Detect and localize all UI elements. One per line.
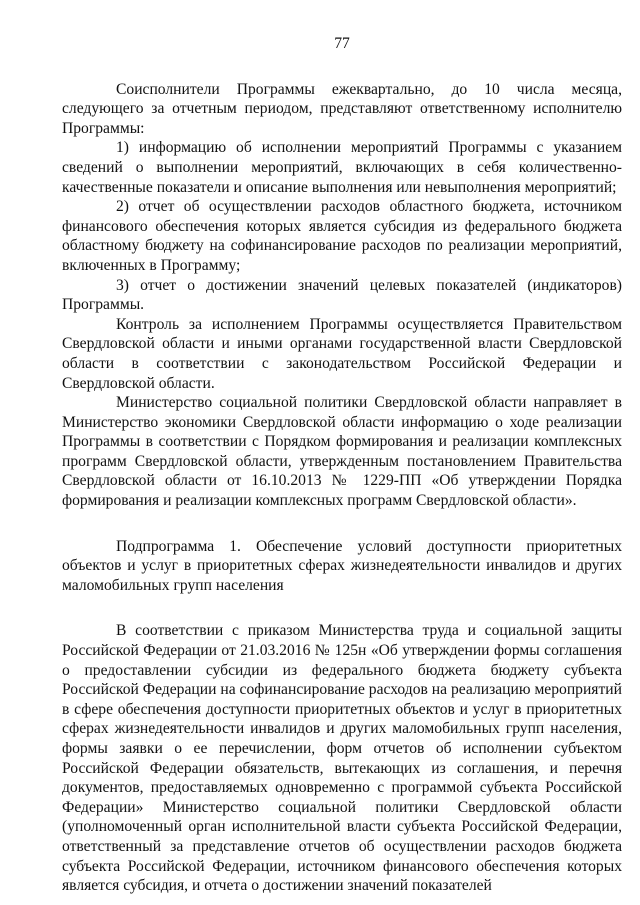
paragraph-control: Контроль за исполнением Программы осуществляется Правительством Свердловской области и иными органами государственной власти Свердловской области в соответствии с законодательством Российской Федерации и Свердловской области.	[62, 315, 622, 392]
list-item-1-information: 1) информацию об исполнении мероприятий Программы с указанием сведений о выполнении мероприятий, включающих в себя количественно-качественные показатели и описание выполнения или невыполнения мероприятий;	[62, 139, 622, 196]
document-page	[62, 34, 622, 896]
paragraph-coexecutors: Соисполнители Программы ежеквартально, до 10 числа месяца, следующего за отчетным периодом, представляют ответственному исполнителю Программы:	[62, 80, 622, 137]
subprogram-heading: Подпрограмма 1. Обеспечение условий доступности приоритетных объектов и услуг в приоритетных сферах жизнедеятельности инвалидов и других маломобильных групп населения	[62, 537, 622, 594]
paragraph-order-reference: В соответствии с приказом Министерства труда и социальной защиты Российской Федерации от 21.03.2016 № 125н «Об утверждении формы соглашения о предоставлении субсидии из федерального бюджета бюджету субъекта Российской Федерации на софинансирование расходов на реализацию мероприятий в сфере обеспечения доступности приоритетных объектов и услуг в приоритетных сферах жизнедеятельности инвалидов и других маломобильных групп населения, формы заявки о ее перечислении, форм отчетов об исполнении субъектом Российской Федерации обязательств, вытекающих из соглашения, и перечня документов, предоставляемых одновременно с программой субъекта Российской Федерации» Министерство социальной политики Свердловской области (уполномоченный орган исполнительной власти субъекта Российской Федерации, ответственный за представление отчетов об осуществлении расходов бюджета субъекта Российской Федерации, источником финансового обеспечения которых является субсидия, и отчета о достижении значений показателей	[62, 622, 622, 895]
list-item-3-indicators-report: 3) отчет о достижении значений целевых показателей (индикаторов) Программы.	[62, 276, 622, 314]
page-number: 77	[334, 35, 350, 52]
paragraph-ministry-reporting: Министерство социальной политики Свердловской области направляет в Министерство экономики Свердловской области информацию о ходе реализации Программы в соответствии с Порядком формирования и реализации комплексных программ Свердловской области, утвержденным постановлением Правительства Свердловской области от 16.10.2013 № 1229-ПП «Об утверждении Порядка формирования и реализации комплексных программ Свердловской области».	[62, 394, 622, 510]
list-item-2-expenditure-report: 2) отчет об осуществлении расходов областного бюджета, источником финансового обеспечения которых является субсидия из федерального бюджета областному бюджету на софинансирование расходов по реализации мероприятий, включенных в Программу;	[62, 198, 622, 274]
